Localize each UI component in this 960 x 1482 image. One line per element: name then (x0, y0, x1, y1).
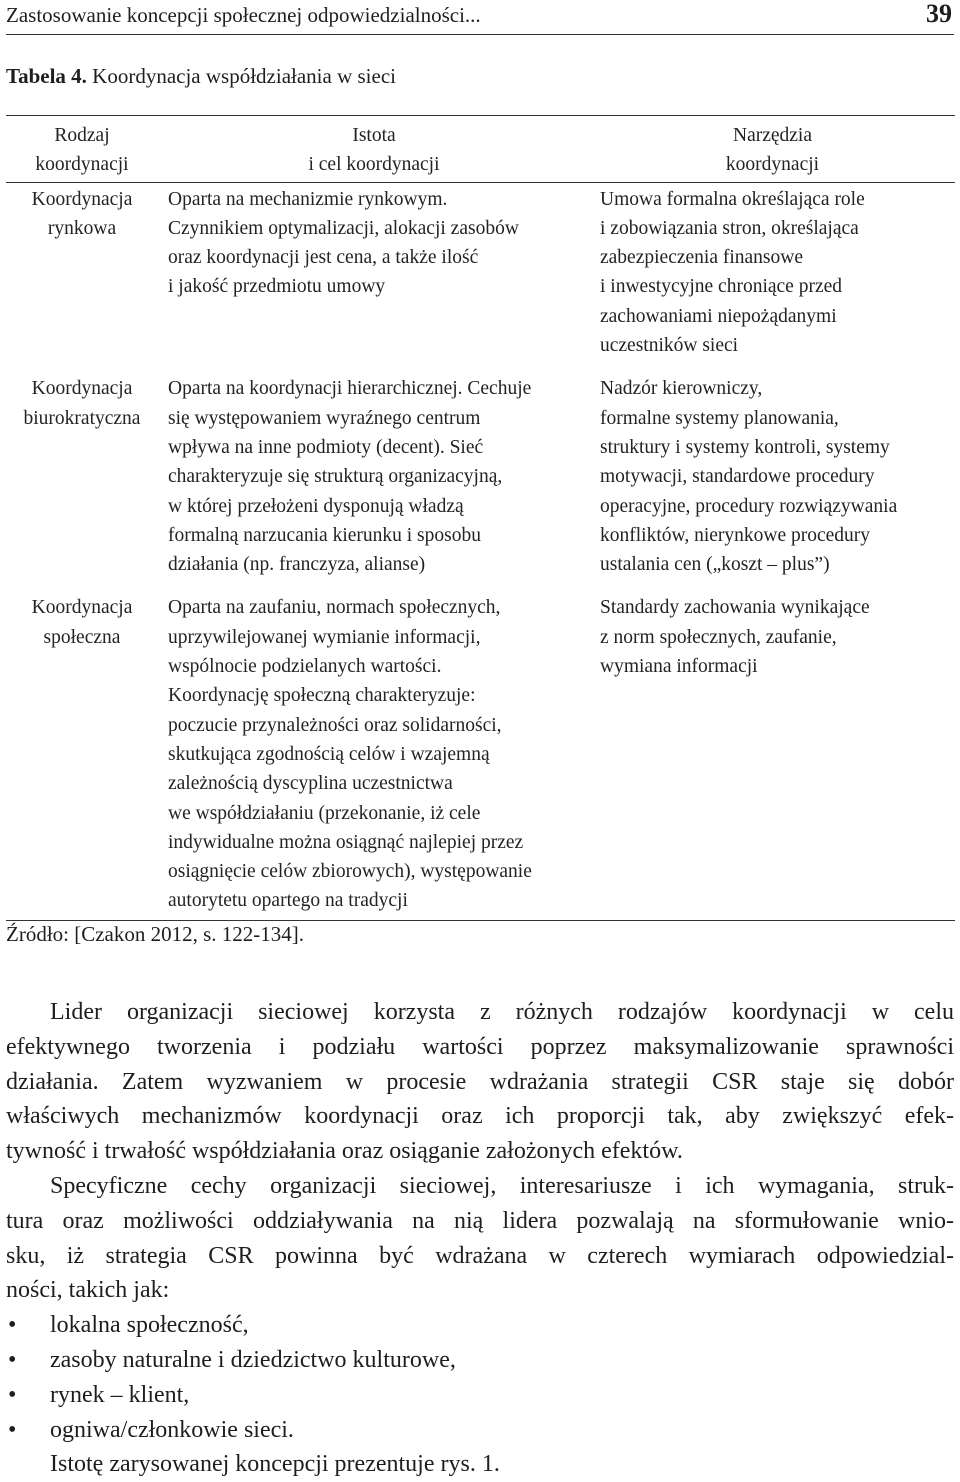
cell-line: osiągnięcie celów zbiorowych), występowanie (168, 861, 532, 883)
cell-line: Standardy zachowania wynikające (600, 597, 870, 619)
text-line: działania. Zatem wyzwaniem w procesie wdrażania strategii CSR staje się dobór (6, 1068, 954, 1095)
cell-line: formalne systemy planowania, (600, 407, 839, 429)
cell-line: Koordynację społeczną charakteryzuje: (168, 685, 476, 707)
header-text: Rodzaj (54, 125, 110, 146)
list-item-text: ogniwa/członkowie sieci. (50, 1416, 294, 1443)
cell-tools (590, 372, 955, 591)
cell-line: rynkowa (47, 217, 117, 239)
cell-type (6, 372, 158, 591)
paragraph-2 (6, 1169, 954, 1308)
cell-line: się występowaniem wyraźnego centrum (168, 407, 481, 429)
cell-line: charakteryzuje się strukturą organizacyjną, (168, 466, 503, 488)
text-line: efektywnego tworzenia i podziału wartości poprzez maksymalizowanie sprawności (6, 1033, 954, 1060)
cell-essence (158, 182, 590, 372)
cell-line: Koordynacja (31, 597, 133, 619)
cell-line: i jakość przedmiotu umowy (168, 276, 386, 298)
list-item (6, 1413, 954, 1448)
cell-line: ustalania cen („koszt – plus”) (600, 554, 830, 576)
text-line: ności, takich jak: (6, 1277, 170, 1304)
text-line: właściwych mechanizmów koordynacji oraz ich proporcji tak, aby zwiększyć efek- (6, 1103, 954, 1130)
header-essence (158, 116, 590, 183)
coordination-table (6, 115, 955, 921)
text-line: Specyficzne cechy organizacji sieciowej, interesariusze i ich wymagania, struk- (50, 1172, 954, 1199)
cell-line: w której przełożeni dysponują władzą (168, 495, 464, 517)
list-item (6, 1343, 954, 1378)
paragraph-1 (6, 995, 954, 1169)
cell-line: Koordynacja (31, 188, 133, 210)
bullet-icon: • (8, 1312, 17, 1339)
table-label: Tabela 4. (6, 64, 87, 88)
cell-line: zabezpieczenia finansowe (600, 247, 803, 269)
cell-type (6, 591, 158, 920)
cell-line: i zobowiązania stron, określająca (600, 217, 859, 239)
list-item (6, 1378, 954, 1413)
list-item-text: lokalna społeczność, (50, 1312, 249, 1339)
header-text: Istota (352, 125, 396, 146)
closing-sentence: Istotę zarysowanej koncepcji prezentuje rys. 1. (50, 1451, 500, 1478)
cell-tools (590, 591, 955, 920)
cell-line: motywacji, standardowe procedury (600, 466, 875, 488)
table-title: Koordynacja współdziałania w sieci (92, 64, 396, 88)
cell-line: wymiana informacji (600, 656, 758, 678)
table-header-row (6, 116, 955, 183)
cell-line: indywidualne można osiągnąć najlepiej przez (168, 831, 524, 853)
cell-line: operacyjne, procedury rozwiązywania (600, 495, 898, 517)
text-line: sku, iż strategia CSR powinna być wdrażana w czterech wymiarach odpowiedzial- (6, 1242, 954, 1269)
header-text: i cel koordynacji (308, 154, 440, 176)
cell-line: zachowaniami niepożądanymi (600, 305, 837, 327)
cell-line: wpływa na inne podmioty (decent). Sieć (168, 436, 484, 458)
cell-line: Umowa formalna określająca role (600, 188, 865, 210)
cell-line: społeczna (43, 626, 121, 648)
table-row-social (6, 591, 955, 920)
dimensions-list (6, 1308, 954, 1447)
cell-line: Oparta na mechanizmie rynkowym. (168, 188, 448, 210)
body-text (6, 995, 954, 1482)
cell-line: konfliktów, nierynkowe procedury (600, 524, 871, 546)
cell-line: Nadzór kierowniczy, (600, 378, 763, 400)
cell-essence (158, 372, 590, 591)
cell-line: i inwestycyjne chroniące przed (600, 276, 843, 298)
cell-essence (158, 591, 590, 920)
cell-line: struktury i systemy kontroli, systemy (600, 436, 890, 458)
cell-line: oraz koordynacji jest cena, a także ilość (168, 247, 479, 269)
running-head (6, 0, 954, 35)
cell-line: formalną narzucania kierunku i sposobu (168, 524, 481, 546)
header-text: Narzędzia (732, 125, 813, 146)
header-text: koordynacji (725, 154, 820, 176)
header-tools (590, 116, 955, 183)
text-line: tura oraz możliwości oddziaływania na nią lidera pozwalają na sformułowanie wnio- (6, 1207, 954, 1234)
cell-line: Oparta na zaufaniu, normach społecznych, (168, 597, 501, 619)
table-caption (6, 64, 396, 89)
cell-line: działania (np. franczyza, alianse) (168, 554, 426, 576)
cell-line: we współdziałaniu (przekonanie, iż cele (168, 802, 481, 824)
bullet-icon: • (8, 1381, 17, 1408)
cell-tools (590, 182, 955, 372)
cell-line: uczestników sieci (600, 335, 739, 357)
cell-line: zależnością dyscyplina uczestnictwa (168, 773, 453, 795)
table-source: Źródło: [Czakon 2012, s. 122-134]. (6, 922, 305, 946)
cell-line: skutkująca zgodnością celów i wzajemną (168, 743, 490, 765)
cell-line: z norm społecznych, zaufanie, (600, 626, 837, 648)
list-item-text: zasoby naturalne i dziedzictwo kulturowe, (50, 1346, 456, 1373)
page-number: 39 (926, 0, 952, 28)
cell-line: Oparta na koordynacji hierarchicznej. Cechuje (168, 378, 532, 400)
running-head-title: Zastosowanie koncepcji społecznej odpowiedzialności... (6, 3, 481, 27)
cell-line: Koordynacja (31, 378, 133, 400)
bullet-icon: • (8, 1416, 17, 1443)
text-line: Lider organizacji sieciowej korzysta z różnych rodzajów koordynacji w celu (50, 999, 954, 1025)
text-line: tywność i trwałość współdziałania oraz osiąganie założonych efektów. (6, 1138, 683, 1165)
header-text: koordynacji (35, 154, 129, 176)
cell-line: uprzywilejowanej wymianie informacji, (168, 626, 481, 648)
cell-type (6, 182, 158, 372)
table-row-market (6, 182, 955, 372)
table-row-bureaucratic (6, 372, 955, 591)
cell-line: Czynnikiem optymalizacji, alokacji zasobów (168, 217, 519, 239)
bullet-icon: • (8, 1346, 17, 1373)
list-item (6, 1308, 954, 1343)
header-type (6, 116, 158, 183)
cell-line: poczucie przynależności oraz solidarności, (168, 714, 502, 736)
cell-line: biurokratyczna (23, 407, 141, 429)
list-item-text: rynek – klient, (50, 1381, 190, 1408)
cell-line: wspólnocie podzielanych wartości. (168, 656, 442, 678)
cell-line: autorytetu opartego na tradycji (168, 890, 408, 912)
